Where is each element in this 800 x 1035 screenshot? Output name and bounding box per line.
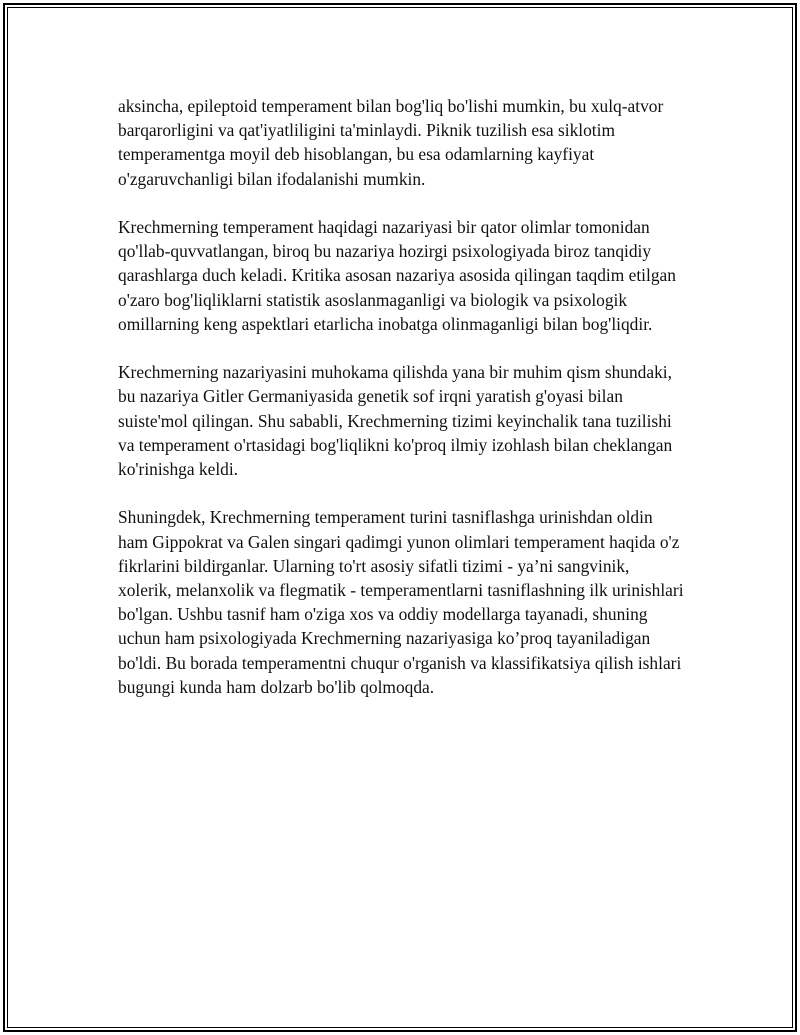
paragraph-1: aksincha, epileptoid temperament bilan bog'liq bo'lishi mumkin, bu xulq-atvor barqarorligini va qat'iyatliligini ta'minlaydi. Piknik tuzilish esa siklotim temperamentga moyil deb hisoblangan, bu esa odamlarning kayfiyat o'zgaruvchanligi bilan ifodalanishi mumkin. [118, 96, 664, 189]
paragraph-2: Krechmerning temperament haqidagi nazariyasi bir qator olimlar tomonidan qo'llab-quvvatlangan, biroq bu nazariya hozirgi psixologiyada biroz tanqidiy qarashlarga duch keladi. Kritika asosan nazariya asosida qilingan taqdim etilgan o'zaro bog'liqliklarni statistik asoslanmaganligi va biologik va psixologik omillarning keng aspektlari etarlicha inobatga olinmaganligi bilan bog'liqdir. [118, 217, 676, 334]
paragraph-3: Krechmerning nazariyasini muhokama qilishda yana bir muhim qism shundaki, bu nazariya Gitler Germaniyasida genetik sof irqni yaratish g'oyasi bilan suiste'mol qilingan. Shu sababli, Krechmerning tizimi keyinchalik tana tuzilishi va temperament o'rtasidagi bog'liqlikni ko'proq ilmiy izohlash bilan cheklangan ko'rinishga keldi. [118, 362, 673, 480]
paragraph-4: Shuningdek, Krechmerning temperament turini tasniflashga urinishdan oldin ham Gippokrat va Galen singari qadimgi yunon olimlari temperament haqida o'z fikrlarini bildirganlar. Ularning to'rt asosiy sifatli tizimi - ya’ni sangvinik, xolerik, melanxolik va flegmatik - temperamentlarni tasniflashning ilk urinishlari bo'lgan. Ushbu tasnif ham o'ziga xos va oddiy modellarga tayanadi, shuning uchun ham psixologiyada Krechmerning nazariyasiga ko’proq tayaniladigan bo'ldi. Bu borada temperamentni chuqur o'rganish va klassifikatsiya qilish ishlari bugungi kunda ham dolzarb bo'lib qolmoqda. [118, 507, 684, 697]
document-body [118, 94, 686, 723]
